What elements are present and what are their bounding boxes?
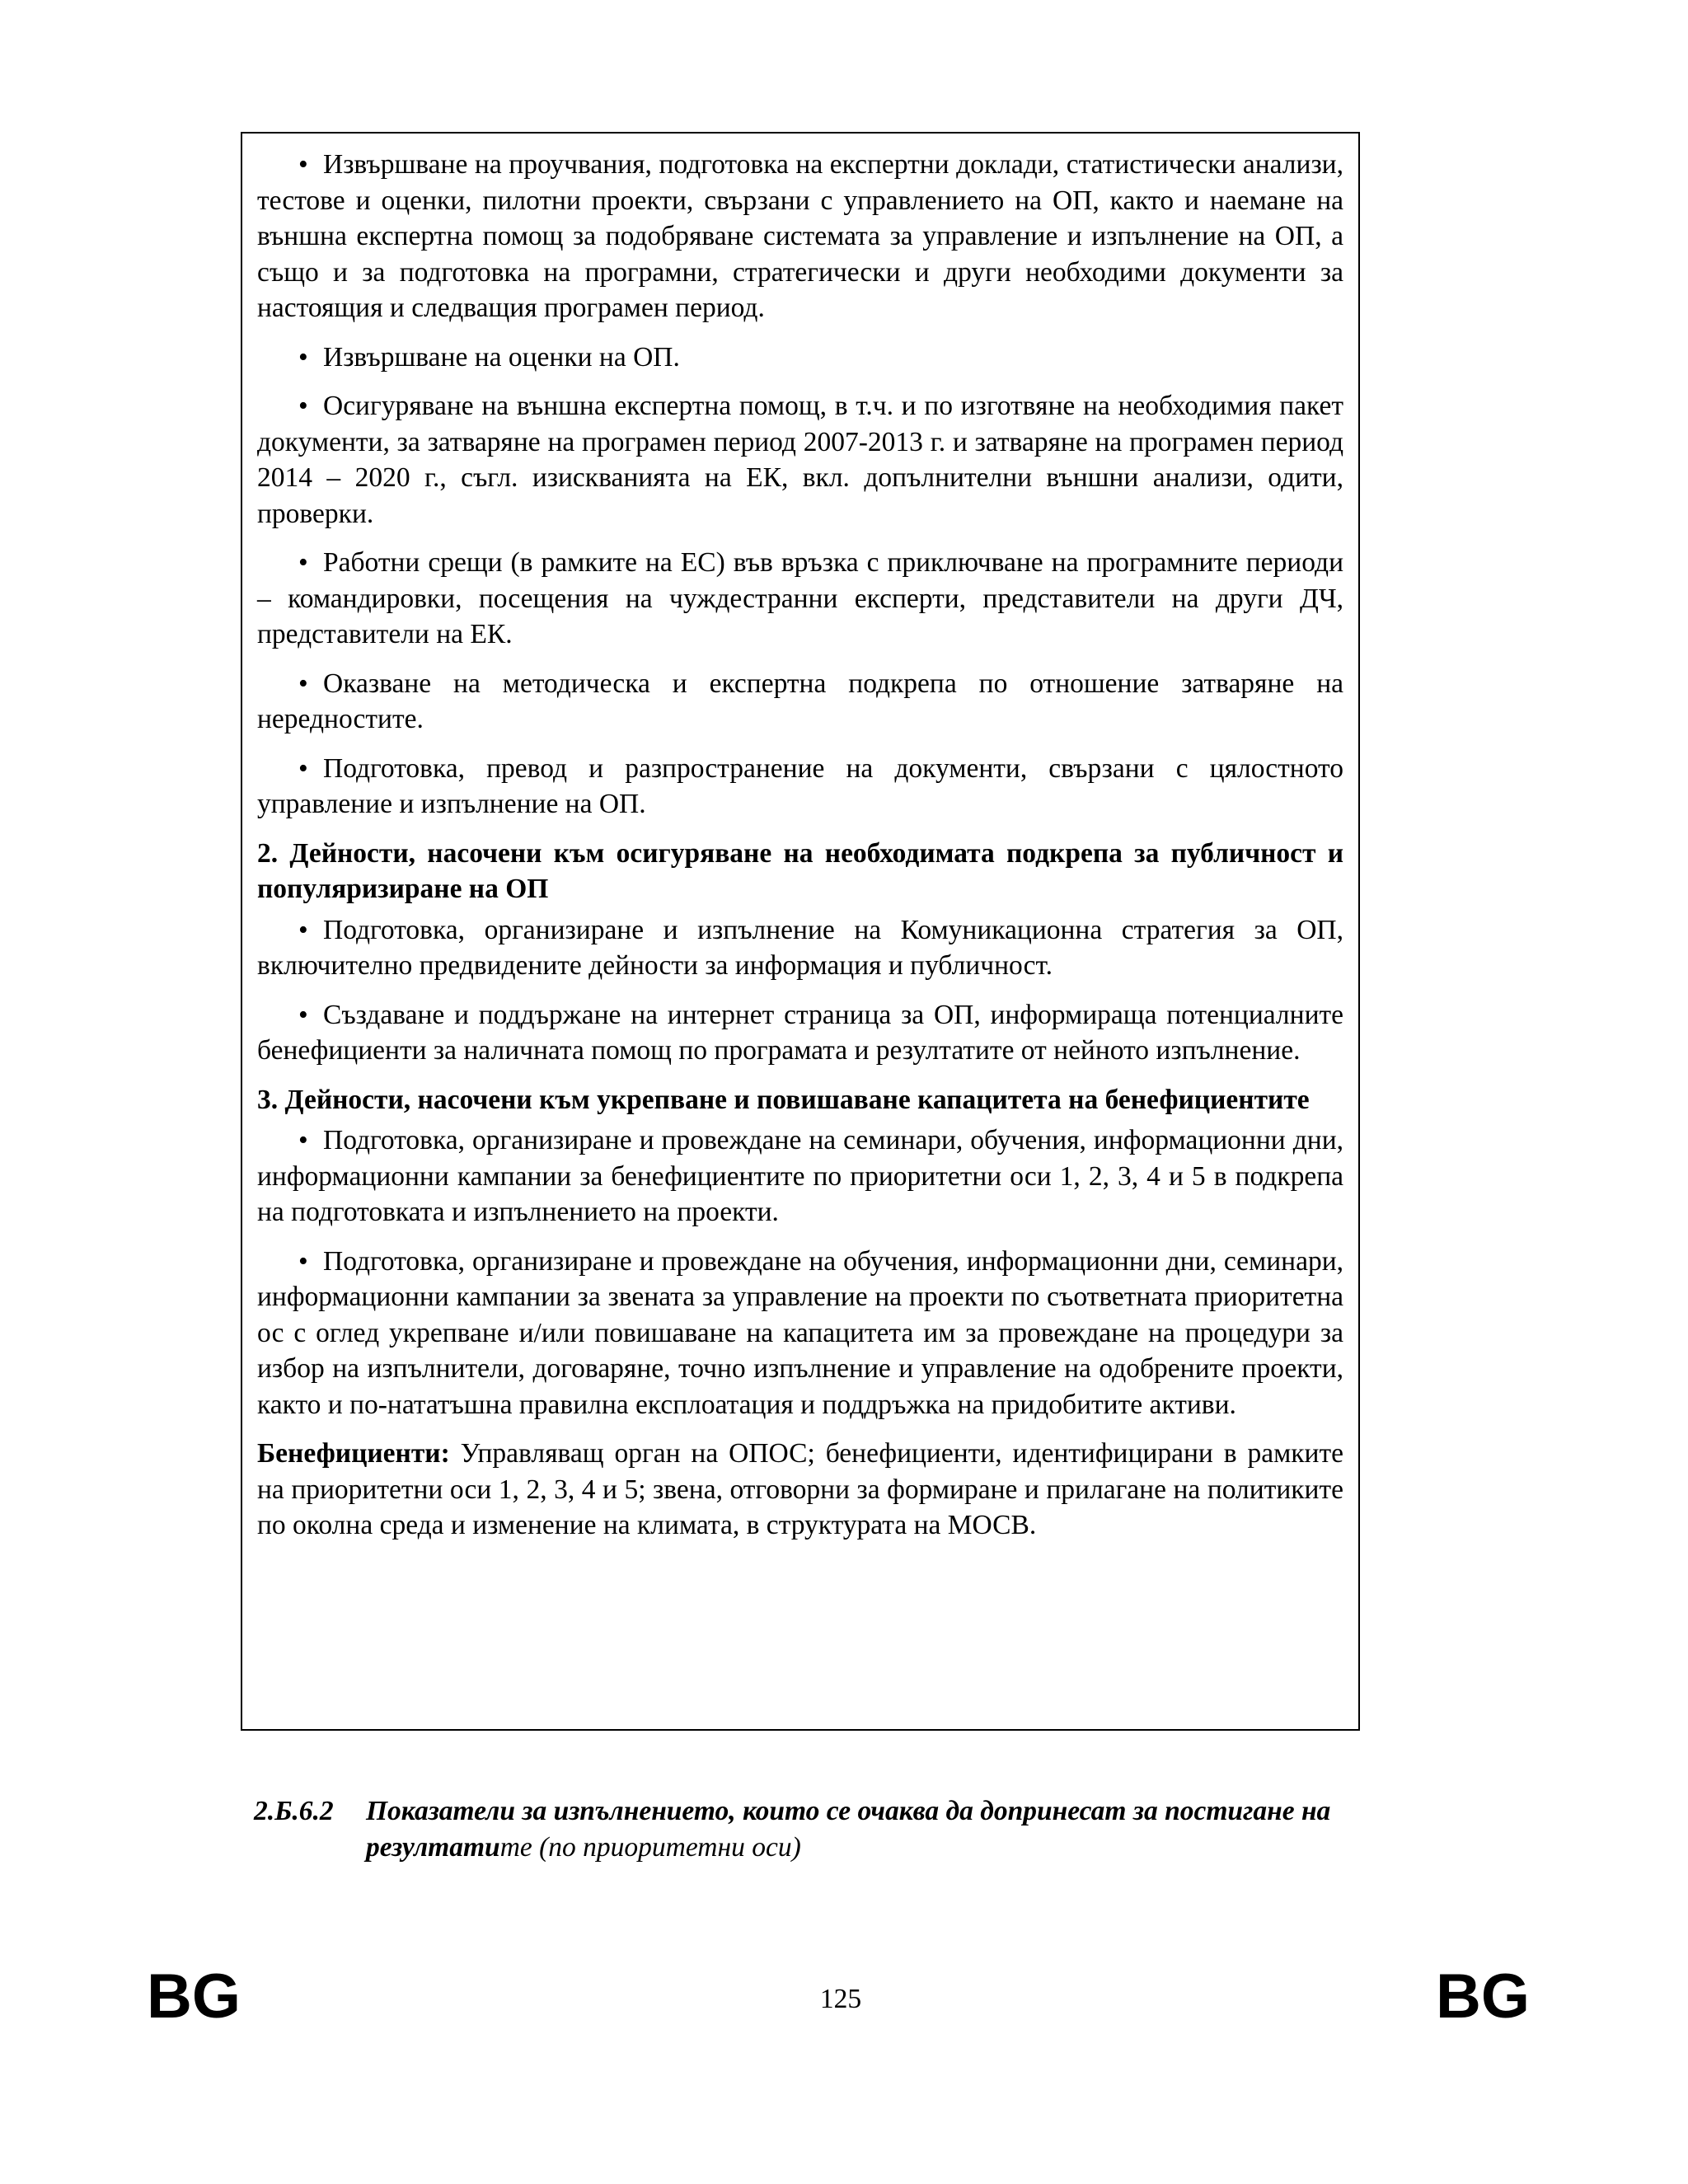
bullet-icon: • xyxy=(298,914,308,945)
page-number: 125 xyxy=(819,1984,862,2014)
beneficiaries-text: Управляващ орган на ОПОС; бенефициенти, идентифицирани в рамките на приоритетни оси 1, 2, 3, 4 и 5; звена, отговорни за формиране и прилагане на политиките по околна среда и изменение на климата, в структурата на МОСВ. xyxy=(257,1438,1343,1540)
bullet-text: Подготовка, организиране и провеждане на обучения, информационни дни, семинари, информационни кампании за звената за управление на проекти по съответната приоритетна ос с оглед укрепване и/или повишаване на капацитета им за провеждане на процедури за избор на изпълнители, договаряне, точно изпълнение и управление на одобрените проекти, както и по-нататъшна правилна експлоатация и поддръжка на придобитите активи. xyxy=(257,1245,1343,1420)
bullet-paragraph xyxy=(257,997,1343,1069)
bullet-paragraph xyxy=(257,1244,1343,1423)
beneficiaries-label: Бенефициенти: xyxy=(257,1438,450,1469)
bullet-icon: • xyxy=(298,1245,308,1277)
section-title xyxy=(366,1793,1457,1866)
bullet-text: Оказване на методическа и експертна подкрепа по отношение затваряне на нередностите. xyxy=(257,668,1343,734)
section-heading-3: 3. Дейности, насочени към укрепване и повишаване капацитета на бенефициентите xyxy=(257,1084,1310,1115)
bullet-icon: • xyxy=(298,547,308,578)
section-title-normal: те (по приоритетни оси) xyxy=(499,1832,801,1863)
bullet-paragraph xyxy=(257,912,1343,984)
bullet-icon: • xyxy=(298,1125,308,1155)
bullet-paragraph xyxy=(257,545,1343,653)
bullet-icon: • xyxy=(298,391,308,421)
bullet-text: Подготовка, превод и разпространение на документи, свързани с цялостното управление и изпълнение на ОП. xyxy=(257,752,1343,819)
bullet-text: Работни срещи (в рамките на ЕС) във връзка с приключване на програмните периоди – командировки, посещения на чуждестранни експерти, представители на други ДЧ, представители на ЕК. xyxy=(257,547,1343,649)
bullet-paragraph xyxy=(257,388,1343,532)
bullet-text: Създаване и поддържане на интернет страница за ОП, информираща потенциалните бенефициенти за наличната помощ по програмата и резултатите от нейното изпълнение. xyxy=(257,999,1343,1066)
bullet-icon: • xyxy=(298,149,308,180)
bullet-text: Извършване на оценки на ОП. xyxy=(323,341,680,373)
section-heading-2b62 xyxy=(254,1793,1457,1866)
beneficiaries-paragraph xyxy=(257,1436,1343,1544)
bullet-icon: • xyxy=(298,752,308,784)
bullet-paragraph xyxy=(257,340,1343,376)
section-number: 2.Б.6.2 xyxy=(254,1796,334,1826)
bullet-paragraph xyxy=(257,666,1343,738)
bullet-icon: • xyxy=(298,341,308,373)
bullet-icon: • xyxy=(298,999,308,1030)
section-heading-2: 2. Дейности, насочени към осигуряване на необходимата подкрепа за публичност и популяризиране на ОП xyxy=(257,837,1343,904)
content-box xyxy=(241,132,1360,1731)
footer-country-code-left: BG xyxy=(147,1961,241,2032)
bullet-paragraph xyxy=(257,147,1343,326)
footer-country-code-right: BG xyxy=(1436,1961,1530,2032)
bullet-text: Осигуряване на външна експертна помощ, в т.ч. и по изготвяне на необходимия пакет документи, за затваряне на програмен период 2007-2013 г. и затваряне на програмен период 2014 – 2020 г., съгл. изискванията на ЕК, вкл. допълнителни външни анализи, одити, проверки. xyxy=(257,391,1343,529)
section-title-bold: Показатели за изпълнението, които се очаква да допринесат за постигане на резултати xyxy=(366,1796,1331,1863)
bullet-paragraph xyxy=(257,751,1343,823)
bullet-text: Подготовка, организиране и изпълнение на Комуникационна стратегия за ОП, включително предвидените дейности за информация и публичност. xyxy=(257,914,1343,981)
bullet-paragraph xyxy=(257,1122,1343,1230)
bullet-text: Подготовка, организиране и провеждане на семинари, обучения, информационни дни, информационни кампании за бенефициентите по приоритетни оси 1, 2, 3, 4 и 5 в подкрепа на подготовката и изпълнението на проекти. xyxy=(257,1125,1343,1227)
bullet-text: Извършване на проучвания, подготовка на експертни доклади, статистически анализи, тестове и оценки, пилотни проекти, свързани с управлението на ОП, както и наемане на външна експертна помощ за подобряване системата за управление и изпълнение на ОП, а също и за подготовка на програмни, стратегически и други необходими документи за настоящия и следващия програмен период. xyxy=(257,149,1343,323)
bullet-icon: • xyxy=(298,668,308,699)
